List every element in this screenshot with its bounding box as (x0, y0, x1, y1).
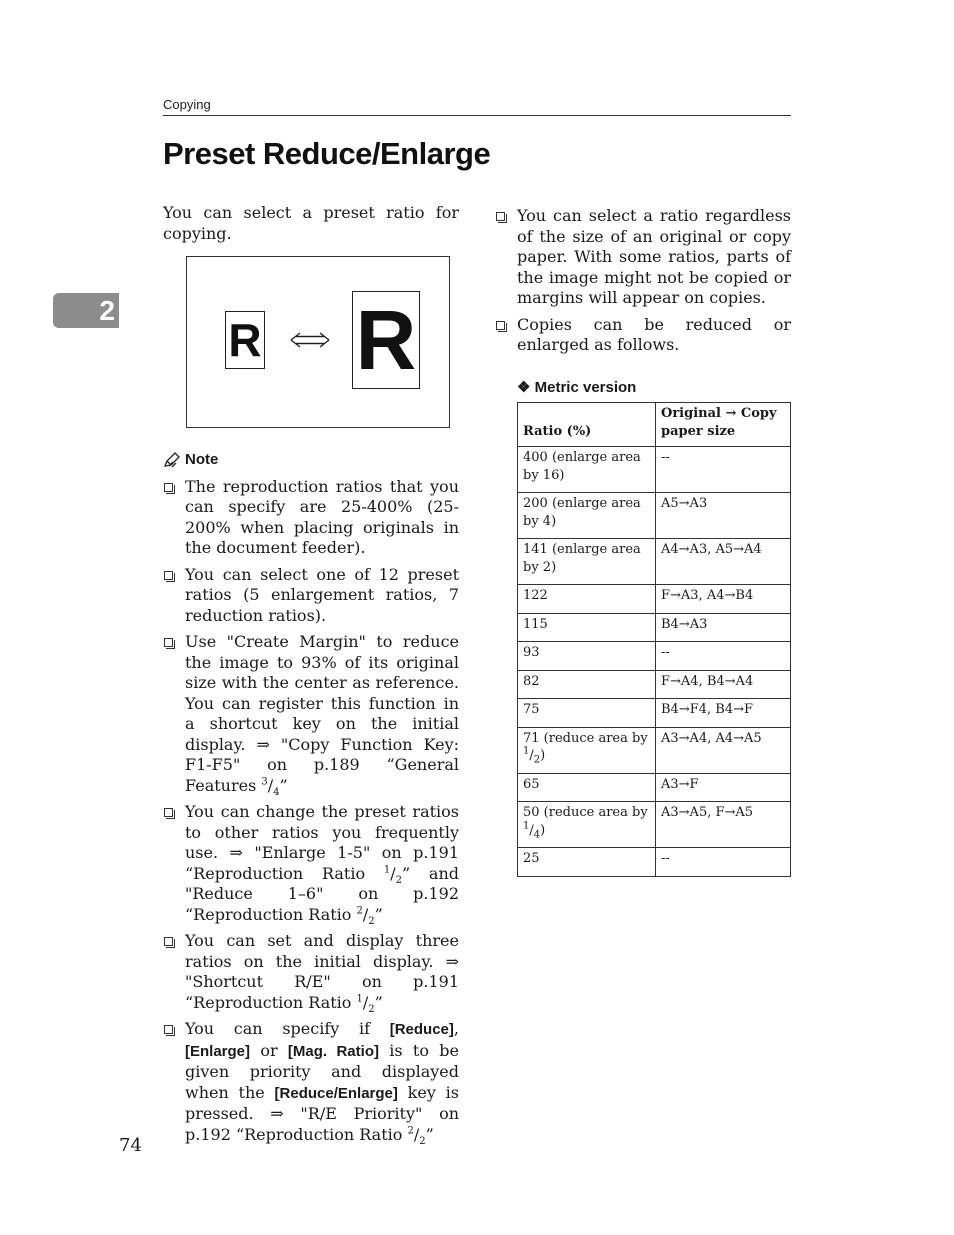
info-item: You can select a ratio regardless of the size of an original or copy paper. With some ratios, parts of the image might not be copied or margins will appear on copies. (495, 206, 791, 309)
reduce-enlarge-figure (186, 256, 450, 428)
table-row: 82 F→A4, B4→A4 (518, 670, 791, 699)
note-label: Note (185, 451, 219, 468)
note-heading (163, 450, 459, 471)
pencil-icon (163, 452, 181, 468)
table-row: 115 B4→A3 (518, 613, 791, 642)
page-number: 74 (119, 1135, 142, 1156)
diamond-bullet-icon: ❖ (517, 378, 531, 396)
header-rule (163, 115, 791, 116)
table-row: 65 A3→F (518, 773, 791, 802)
table-row: 25 -- (518, 848, 791, 877)
note-item: You can select one of 12 preset ratios (5 enlargement ratios, 7 reduction ratios). (163, 565, 459, 627)
table-row: 75 B4→F4, B4→F (518, 699, 791, 728)
left-column (163, 203, 459, 1145)
checkbox-bullet-icon (496, 212, 505, 221)
checkbox-bullet-icon (164, 483, 173, 492)
note-item: Use "Create Margin" to reduce the image to 93% of its original size with the center as reference. You can register this function in a shortcut key on the initial display. ⇒ "Copy Function Key: F1-F5" on p.189 “General Features $^3/_4$” (163, 632, 459, 796)
table-row: 71 (reduce area by $^1/_2$) A3→A4, A4→A5 (518, 727, 791, 773)
intro-text: You can select a preset ratio for copying. (163, 203, 459, 243)
checkbox-bullet-icon (496, 321, 505, 330)
ratio-table (517, 402, 791, 877)
table-row: 50 (reduce area by $^1/_4$) A3→A5, F→A5 (518, 802, 791, 848)
note-item: The reproduction ratios that you can specify are 25-400% (25-200% when placing originals in the document feeder). (163, 477, 459, 559)
reduce-key-label: [Reduce] (389, 1021, 454, 1038)
checkbox-bullet-icon (164, 1025, 173, 1034)
note-item: You can set and display three ratios on the initial display. ⇒ "Shortcut R/E" on p.191 “Reproduction Ratio $^1/_2$” (163, 931, 459, 1013)
note-item: You can specify if [Reduce], [Enlarge] or [Mag. Ratio] is to be given priority and displayed when the [Reduce/Enlarge] key is pressed. ⇒ "R/E Priority" on p.192 “Reproduction Ratio $^2/_2$” (163, 1019, 459, 1145)
table-header-row (518, 403, 791, 447)
table-row: 122 F→A3, A4→B4 (518, 585, 791, 614)
large-r-letter: R (352, 291, 420, 389)
column-header: Ratio (%) (518, 403, 656, 447)
double-arrow-icon (289, 331, 331, 349)
column-header: Original → Copy paper size (656, 403, 791, 447)
running-header: Copying (163, 97, 211, 112)
reduce-enlarge-key-label: [Reduce/Enlarge] (274, 1084, 398, 1102)
right-column (495, 203, 791, 398)
page-title: Preset Reduce/Enlarge (163, 136, 491, 171)
note-item: You can change the preset ratios to other ratios you frequently use. ⇒ "Enlarge 1-5" on p.191 “Reproduction Ratio $^1/_2$” and "Reduce 1–6" on p.192 “Reproduction Ratio $^2/_2$” (163, 802, 459, 925)
small-r-letter: R (225, 311, 265, 369)
info-item: Copies can be reduced or enlarged as follows. (495, 315, 791, 356)
table-row: 200 (enlarge area by 4) A5→A3 (518, 493, 791, 539)
enlarge-key-label: [Enlarge] (185, 1042, 251, 1060)
metric-version-heading: ❖ Metric version (517, 378, 637, 396)
checkbox-bullet-icon (164, 808, 173, 817)
checkbox-bullet-icon (164, 937, 173, 946)
chapter-tab: 2 (53, 293, 119, 328)
table-row: 400 (enlarge area by 16) -- (518, 447, 791, 493)
table-row: 93 -- (518, 642, 791, 671)
checkbox-bullet-icon (164, 571, 173, 580)
mag-ratio-key-label: [Mag. Ratio] (287, 1042, 379, 1060)
table-row: 141 (enlarge area by 2) A4→A3, A5→A4 (518, 539, 791, 585)
checkbox-bullet-icon (164, 638, 173, 647)
